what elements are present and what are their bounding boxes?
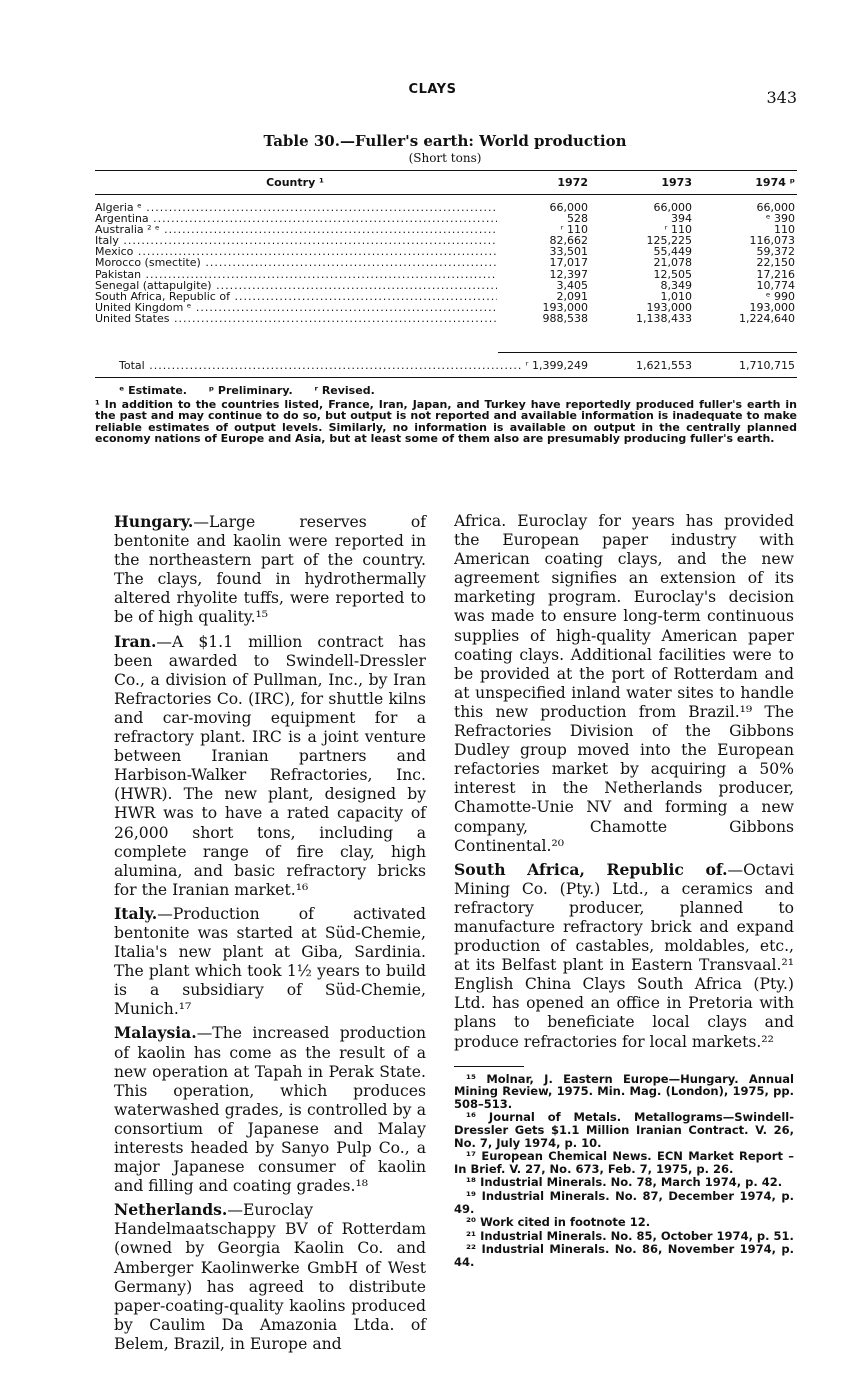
- value-1972: 12,397: [549, 267, 588, 281]
- table-body: [95, 202, 797, 324]
- footnote-19: ¹⁹ Industrial Minerals. No. 87, December 1974, p. 49.: [454, 1188, 794, 1216]
- heading-italy: Italy.: [114, 903, 158, 923]
- table-header-rule: [95, 194, 797, 195]
- total-rule-1972: [498, 352, 797, 353]
- country-cell: Argentina .....: [95, 213, 497, 224]
- country-cell: Algeria ᵉ .....: [95, 202, 497, 213]
- footnote-22: ²² Industrial Minerals. No. 86, November 1974, p. 44.: [454, 1242, 794, 1269]
- country-cell: United States .....: [95, 313, 497, 324]
- preliminary-key: ᵖ Preliminary.: [208, 384, 293, 397]
- country-cell: Australia ² ᵉ .....: [95, 224, 497, 235]
- value-1973: ʳ 110: [664, 223, 692, 237]
- footnotes: [454, 1073, 794, 1269]
- total-label: Total .....: [95, 360, 521, 371]
- value-1973: 1,010: [660, 289, 692, 303]
- table-notes: [95, 385, 797, 445]
- footnote-16: ¹⁶ Journal of Metals. Metallograms—Swindell-Dressler Gets $1.1 Million Iranian Contract. V. 26, No. 7, July 1974, p. 10.: [454, 1110, 794, 1150]
- table-bottom-rule: [95, 377, 797, 378]
- footnote-18: ¹⁸ Industrial Minerals. No. 78, March 1974, p. 42.: [466, 1175, 783, 1190]
- heading-south-africa: South Africa, Republic of.: [454, 859, 728, 879]
- value-1973: 55,449: [653, 245, 692, 259]
- table-note-keys: [95, 385, 797, 397]
- country-cell: United Kingdom ᵉ .....: [95, 302, 497, 313]
- value-1972: 82,662: [549, 234, 588, 248]
- table-row: [95, 257, 797, 268]
- country-cell: Pakistan .....: [95, 269, 497, 280]
- total-1972: ʳ 1,399,249: [525, 359, 588, 372]
- table-header-1973: 1973: [661, 176, 692, 189]
- table-header-1974: 1974 ᵖ: [755, 176, 795, 189]
- footnote-21: ²¹ Industrial Minerals. No. 85, October 1974, p. 51.: [466, 1228, 794, 1243]
- value-1973: 12,505: [653, 267, 692, 281]
- revised-key: ʳ Revised.: [314, 384, 375, 397]
- value-1973: 21,078: [653, 256, 692, 270]
- text-netherlands: —Euroclay Handelmaatschappy BV of Rotterdam (owned by Georgia Kaolin Co. and Amberger Kaolinwerke GmbH of West Germany) has agreed to distribute paper-coating-quality kaolins produced by Caulim Da Amazonia Ltda. of Belem, Brazil, in Europe and: [114, 1201, 426, 1353]
- value-1973: 1,138,433: [636, 311, 692, 325]
- text-hungary: —Large reserves of bentonite and kaolin were reported in the northeastern part of the country. The clays, found in hydrothermally altered rhyolite tuffs, were reported to be of high quality.¹⁵: [114, 513, 426, 627]
- heading-malaysia: Malaysia.: [114, 1023, 197, 1043]
- country-cell: Italy .....: [95, 235, 497, 246]
- value-1972: 2,091: [556, 289, 588, 303]
- value-1973: 8,349: [660, 278, 692, 292]
- value-1974: 1,224,640: [739, 311, 795, 325]
- paragraph-netherlands: [114, 1200, 426, 1354]
- heading-hungary: Hungary.: [114, 512, 194, 531]
- value-1974: 17,216: [756, 267, 795, 281]
- value-1972: 3,405: [556, 278, 588, 292]
- total-1973: 1,621,553: [636, 359, 692, 372]
- total-1974: 1,710,715: [739, 359, 795, 372]
- heading-iran: Iran.: [114, 631, 157, 651]
- footnote-rule: [454, 1066, 524, 1067]
- table-header-country: Country ¹: [266, 176, 324, 189]
- value-1972: 33,501: [549, 245, 588, 259]
- table-total-row: [95, 360, 797, 372]
- value-1972: 17,017: [549, 256, 588, 270]
- country-cell: Morocco (smectite) .....: [95, 257, 497, 268]
- heading-netherlands: Netherlands.: [114, 1200, 228, 1220]
- value-1972: 988,538: [542, 311, 588, 325]
- value-1974: 22,150: [756, 256, 795, 270]
- left-column: [114, 512, 426, 1358]
- paragraph-south-africa: [454, 860, 794, 1052]
- text-south-africa: —Octavi Mining Co. (Pty.) Ltd., a ceramics and refractory producer, planned to manufacture refractory brick and expand production of castables, moldables, etc., at its Belfast plant in Eastern Transvaal.²¹ English China Clays South Africa (Pty.) Ltd. has opened an office in Pretoria with plans to beneficiate local clays and produce refractories for local markets.²²: [454, 860, 794, 1051]
- table-header-1972: 1972: [557, 176, 588, 189]
- value-1974: 66,000: [756, 201, 795, 214]
- text-italy: —Production of activated bentonite was started at Süd-Chemie, Italia's new plant at Giba, Sardinia. The plant which took 1½ years to build is a subsidiary of Süd-Chemie, Munich.¹⁷: [114, 904, 426, 1019]
- value-1972: 528: [567, 212, 588, 226]
- value-1972: 66,000: [549, 201, 588, 214]
- table-subtitle: (Short tons): [408, 151, 482, 165]
- value-1973: 394: [671, 212, 692, 226]
- table-row: [95, 313, 797, 324]
- value-1974: 193,000: [749, 300, 795, 314]
- value-1974: ᵉ 990: [765, 289, 795, 303]
- value-1973: 66,000: [653, 201, 692, 214]
- country-cell: Senegal (attapulgite) .....: [95, 280, 497, 291]
- paragraph-iran: [114, 632, 426, 900]
- table-top-rule: [95, 170, 797, 171]
- value-1974: 59,372: [756, 245, 795, 259]
- paragraph-hungary: [114, 512, 426, 628]
- value-1974: 10,774: [756, 278, 795, 292]
- country-cell: Mexico .....: [95, 246, 497, 257]
- value-1972: 193,000: [542, 300, 588, 314]
- right-column: [454, 512, 794, 1270]
- value-1974: 110: [774, 223, 795, 237]
- footnote-15: ¹⁵ Molnar, J. Eastern Europe—Hungary. Annual Mining Review, 1975. Min. Mag. (London), 1975, pp. 508–513.: [454, 1071, 794, 1111]
- paragraph-malaysia: [114, 1023, 426, 1196]
- country-cell: South Africa, Republic of .....: [95, 291, 497, 302]
- running-head: CLAYS: [408, 82, 457, 97]
- footnote-17: ¹⁷ European Chemical News. ECN Market Report –In Brief. V. 27, No. 673, Feb. 7, 1975, p. 26.: [454, 1149, 794, 1176]
- value-1973: 125,225: [646, 234, 692, 248]
- value-1973: 193,000: [646, 300, 692, 314]
- page-number: 343: [766, 88, 797, 107]
- value-1974: 116,073: [749, 234, 795, 248]
- value-1972: ʳ 110: [560, 223, 588, 237]
- footnote-20: ²⁰ Work cited in footnote 12.: [466, 1215, 651, 1230]
- table-row: [95, 269, 797, 280]
- paragraph-italy: [114, 904, 426, 1020]
- text-iran: —A $1.1 million contract has been awarded to Swindell-Dressler Co., a division of Pullman, Inc., by Iran Refractories Co. (IRC), for shuttle kilns and car-moving equipment for a refractory plant. IRC is a joint venture between Iranian partners and Harbison-Walker Refractories, Inc. (HWR). The new plant, designed by HWR was to have a rated capacity of 26,000 short tons, including a complete range of fire clay, high alumina, and basic refractory bricks for the Iranian market.¹⁶: [114, 632, 426, 899]
- estimate-key: ᵉ Estimate.: [119, 384, 187, 397]
- paragraph-netherlands-continued: Africa. Euroclay for years has provided the European paper industry with American coating clays, and the new agreement signifies an extension of its marketing program. Euroclay's decision was made to ensure long-term continuous supplies of high-quality American paper coating clays. Additional facilities were to be provided at the port of Rotterdam and at unspecified inland water sites to handle this new production from Brazil.¹⁹ The Refractories Division of the Gibbons Dudley group moved into the European refactories market by acquiring a 50% interest in the Netherlands producer, Chamotte-Unie NV and forming a new company, Chamotte Gibbons Continental.²⁰: [454, 512, 794, 855]
- value-1974: ᵉ 390: [765, 212, 795, 226]
- table-footnote-1: ¹ In addition to the countries listed, France, Iran, Japan, and Turkey have reportedly produced fuller's earth in the past and may continue to do so, but output is not reported and available information is inadequate to make reliable estimates of output levels. Similarly, no information is available on output in the centrally planned economy nations of Europe and Asia, but at least some of them also are presumably producing fuller's earth.: [95, 397, 797, 445]
- table-title: Table 30.—Fuller's earth: World production: [263, 132, 627, 150]
- text-malaysia: —The increased production of kaolin has come as the result of a new operation at Tapah in Perak State. This operation, which produces waterwashed grades, is controlled by a consortium of Japanese and Malay interests headed by Sanyo Pulp Co., a major Japanese consumer of kaolin and filling and coating grades.¹⁸: [114, 1024, 426, 1196]
